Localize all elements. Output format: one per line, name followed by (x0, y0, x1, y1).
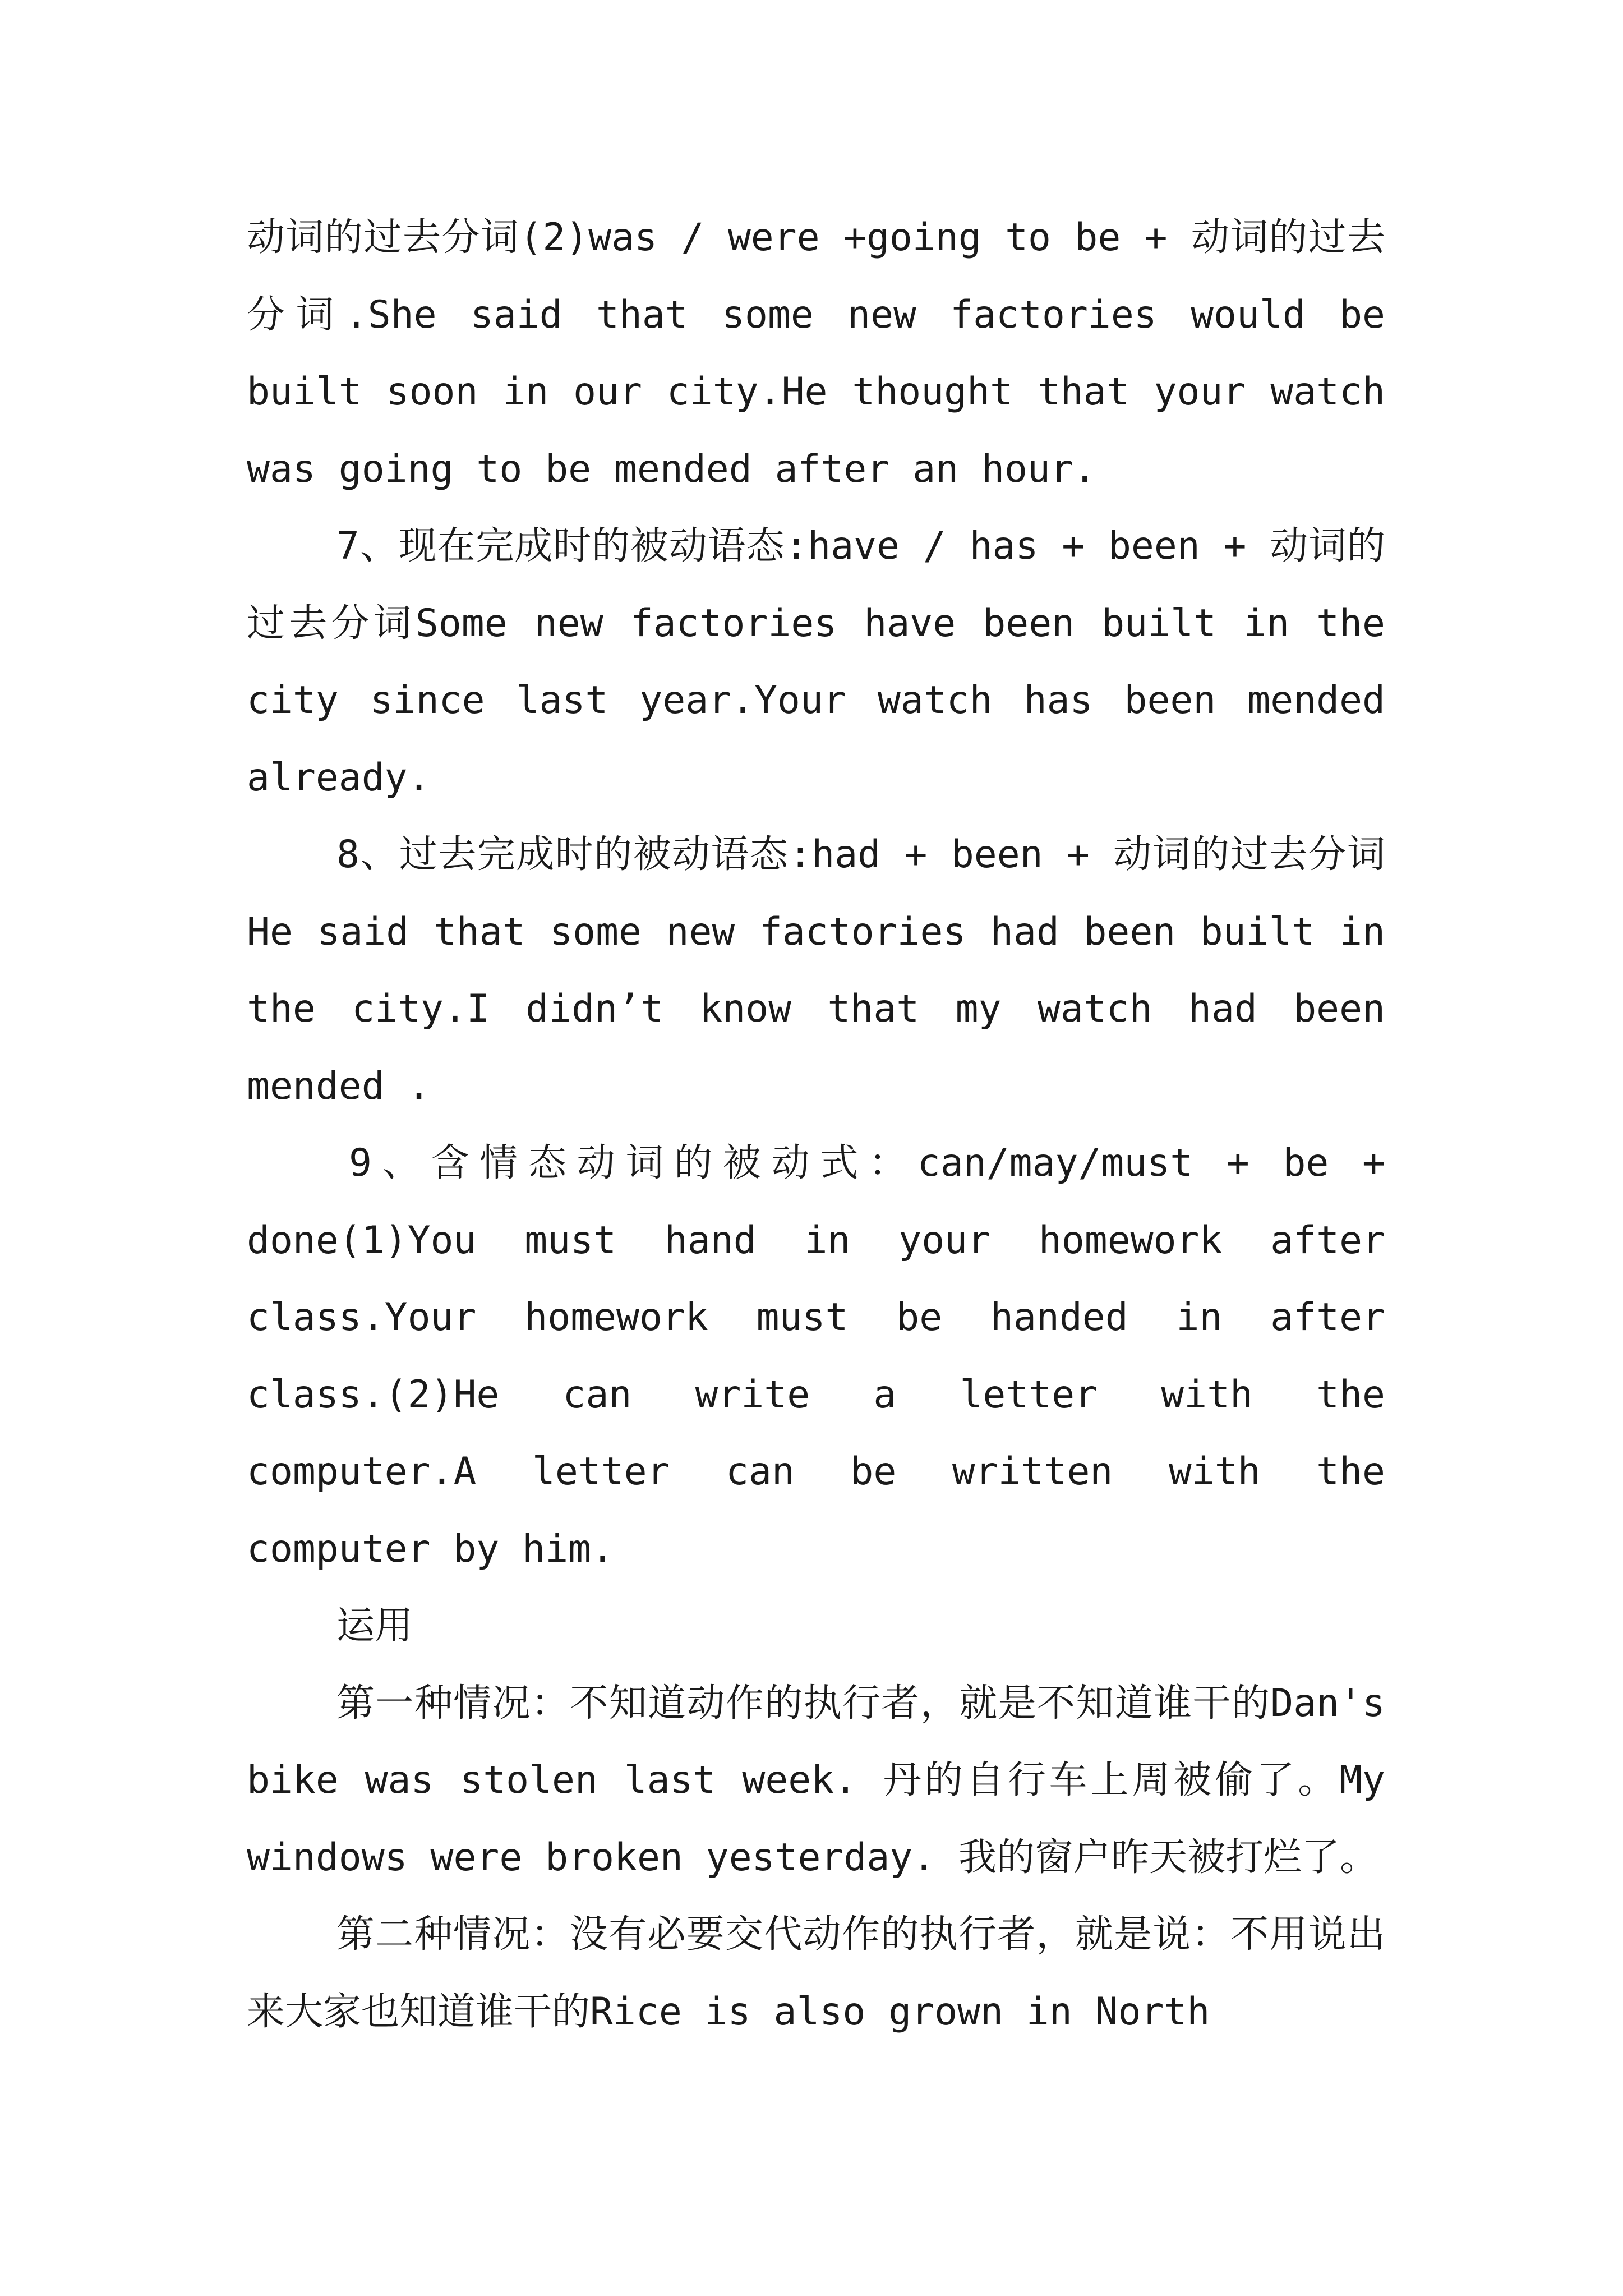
section-heading-usage: 运用 (336, 1604, 413, 1648)
document-page (247, 199, 1385, 2050)
paragraph-case-one: 第一种情况：不知道动作的执行者，就是不知道谁干的Dan's bike was stolen last week. 丹的自行车上周被偷了。My windows were broken yesterday. 我的窗户昨天被打烂了。 (247, 1681, 1385, 1880)
paragraph-present-perfect-passive: 7、现在完成时的被动语态:have / has + been + 动词的过去分词Some new factories have been built in the city since last year.Your watch has been mended already. (247, 524, 1385, 800)
paragraph-future-in-past-passive: 动词的过去分词(2)was / were +going to be + 动词的过去分词.She said that some new factories would be built soon in our city.He thought that your watch was going to be mended after an hour. (247, 215, 1385, 491)
paragraph-modal-passive: 9、含情态动词的被动式：can/may/must + be + done(1)You must hand in your homework after class.Your homework must be handed in after class.(2)He can write a letter with the computer.A letter can be written with the computer by him. (247, 1141, 1385, 1571)
paragraph-past-perfect-passive: 8、过去完成时的被动语态:had + been + 动词的过去分词He said that some new factories had been built in the city.I didn’t know that my watch had been mended . (247, 832, 1385, 1108)
paragraph-case-two: 第二种情况：没有必要交代动作的执行者，就是说：不用说出来大家也知道谁干的Rice is also grown in North (247, 1912, 1385, 2034)
